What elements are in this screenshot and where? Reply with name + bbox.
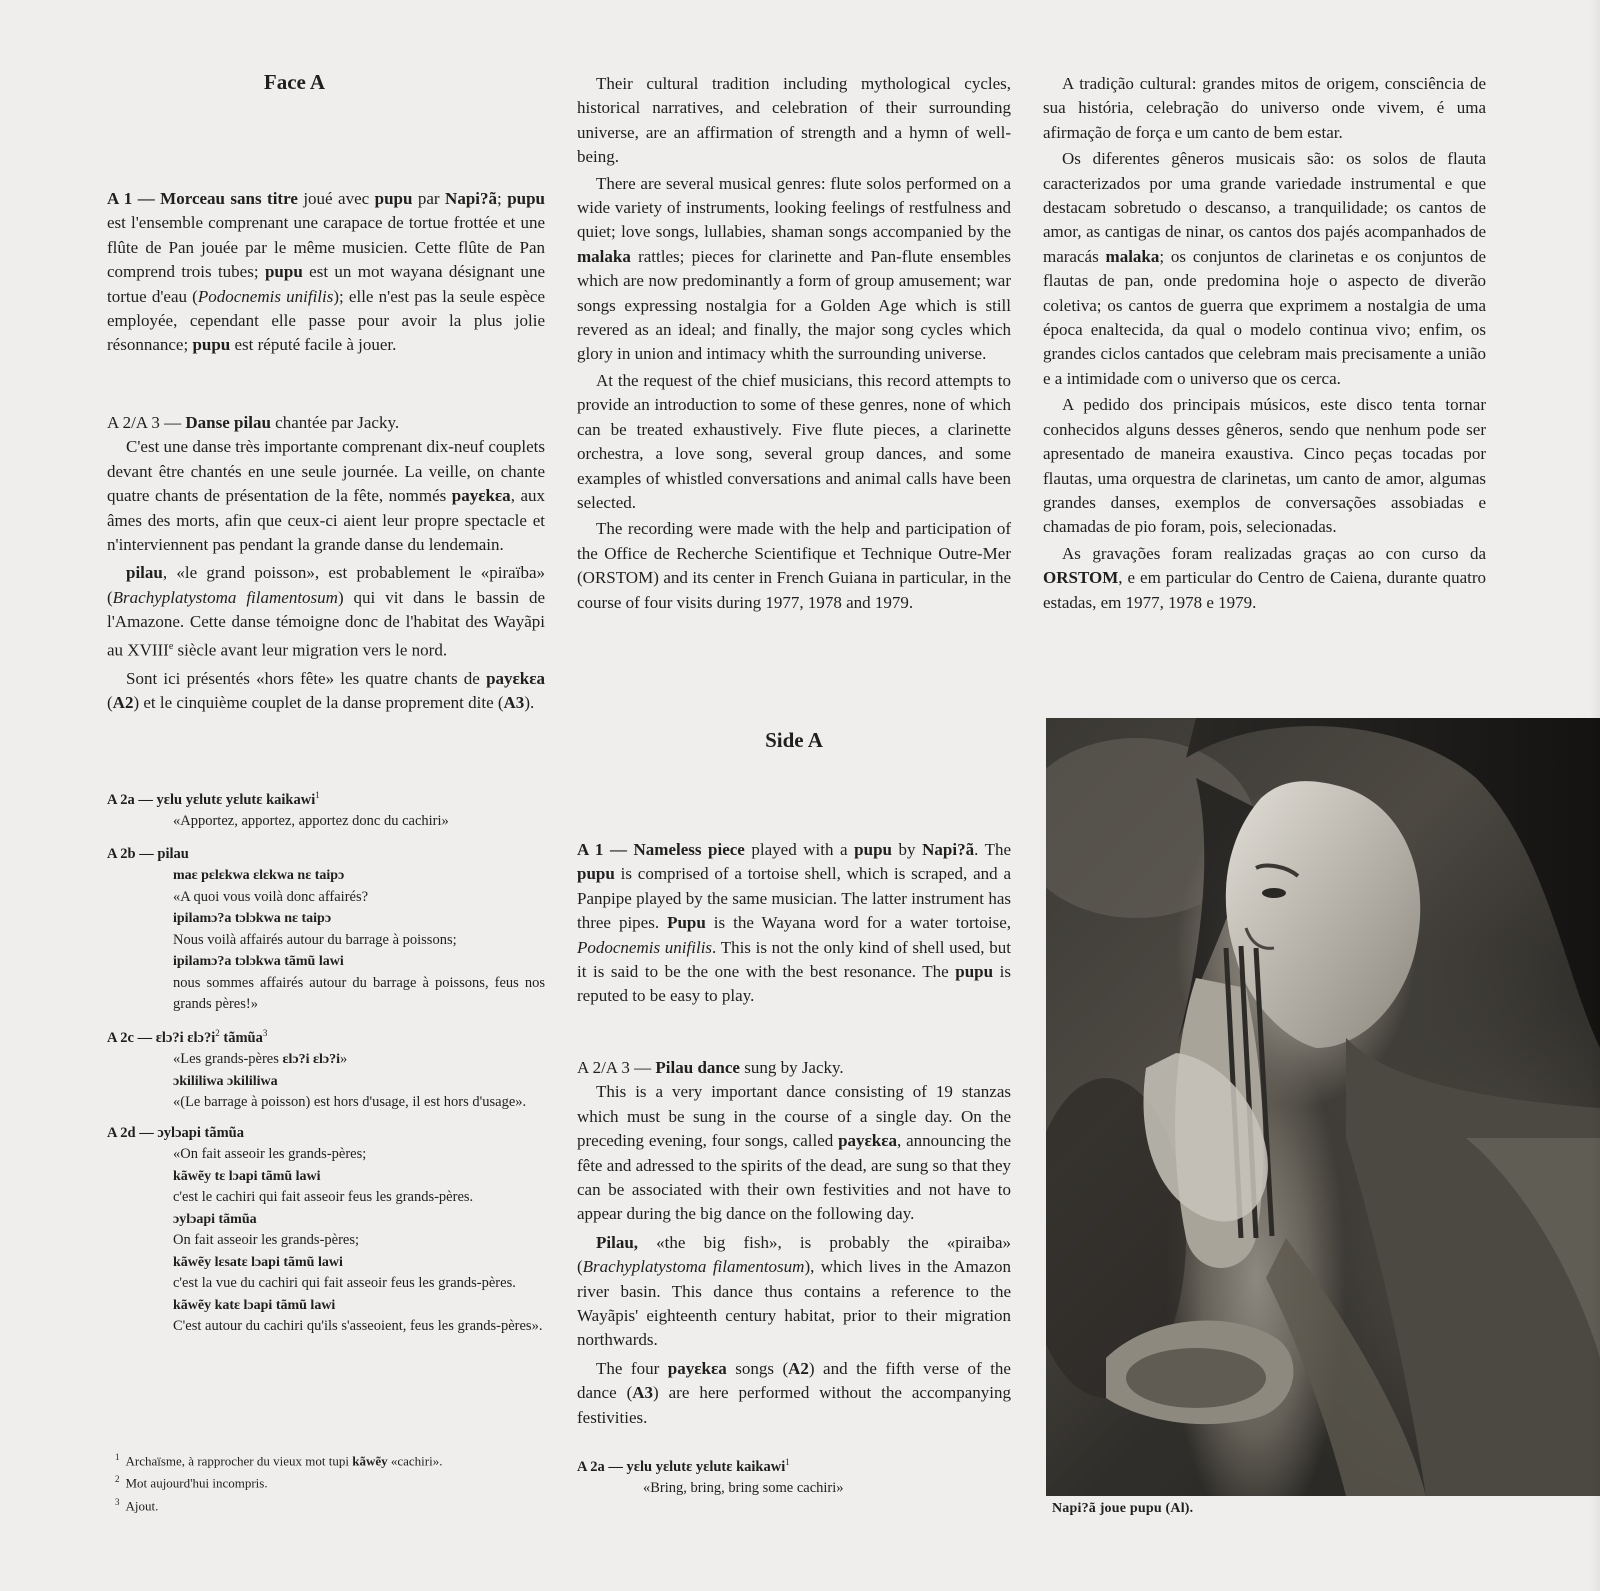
a23-section-fr xyxy=(107,411,545,716)
a1-paragraph-fr: A 1 — Morceau sans titre joué avec pupu par Napi?ã; pupu est l'ensemble comprenant une carapace de tortue frottée et une flûte de Pan jouée par le même musicien. Cette flûte de Pan comprend trois tubes; pupu est un mot wayana désignant une tortue d'eau (Podocnemis unifilis); elle n'est pas la seule espèce employée, cependant elle passe pour avoir la plus jolie résonnance; pupu est réputé facile à jouer. xyxy=(107,189,546,355)
page-edge-shadow xyxy=(1590,0,1600,1591)
intro-para1-pt: A tradição cultural: grandes mitos de origem, consciência de sua história, celebração do universo onde vivem, é uma afirmação de força e um canto de bem estar. xyxy=(1043,74,1486,142)
a23-para1-en: This is a very important dance consisting of 19 stanzas which must be sung in the course of a single day. On the preceding evening, four songs, called payɛkɛa, announcing the fête and adressed to the spirits of the dead, are sung so that they can be associated with their own festivities and not have to appear during the big dance on the following day. xyxy=(577,1082,1011,1224)
musician-photo xyxy=(1046,718,1600,1496)
a2b-title-fr: A 2b — pilau xyxy=(107,845,189,862)
a2d-line2-fr: c'est le cachiri qui fait asseoir feus les grands-pères. xyxy=(173,1189,474,1206)
a23-para2-en: Pilau, «the big fish», is probably the «piraiba» (Brachyplatystoma filamentosum), which lives in the Amazon river basin. This dance thus contains a reference to the Wayãpis' eighteenth century habitat, prior to their migration northwards. xyxy=(577,1232,1011,1350)
intro-para3-en: At the request of the chief musicians, this record attempts to provide an introduction to some of these genres, none of which can be treated exhaustively. Five flute pieces, a clarinette orchestra, a love song, several group dances, and some examples of whistled conversations and animal calls have been selected. xyxy=(577,370,1011,512)
photo-illustration xyxy=(1046,718,1600,1496)
a2d-title-fr: A 2d — ɔylɔapi tãmũa xyxy=(107,1124,244,1141)
a2b-line3: ipilamɔ?a tɔlɔkwa tãmũ lawi xyxy=(173,954,344,970)
a2d-line3-fr: On fait asseoir les grands-pères; xyxy=(173,1232,360,1249)
a2d-line2: kãwẽy tɛ lɔapi tãmũ lawi xyxy=(173,1168,321,1184)
intro-para2-en: There are several musical genres: flute solos performed on a wide variety of instruments, looking feelings of restfulness and quiet; love songs, lullabies, shaman songs accompanied by the malaka rattles; pieces for clarinette and Pan-flute ensembles which are now predominantly a form of group amusement; war songs expressing nostalgia for a Golden Age which is still revered as an ideal; and finally, the major song cycles which glory in union and intimacy whith the surrounding universe. xyxy=(577,173,1011,364)
intro-para4-pt: As gravações foram realizadas graças ao con curso da ORSTOM, e em particular do Centro de Caiena, durante quatro estadas, em 1977, 1978 e 1979. xyxy=(1043,543,1486,612)
footnote-2: $^2$ Mot aujourd'hui incompris. xyxy=(115,1474,268,1491)
side-a-heading: Side A xyxy=(765,728,823,752)
intro-para4-en: The recording were made with the help and participation of the Office de Recherche Scientifique et Technique Outre-Mer (ORSTOM) and its center in French Guiana in particular, in the course of four visits during 1977, 1978 and 1979. xyxy=(577,519,1011,612)
a23-para3-en: The four payɛkɛa songs (A2) and the fifth verse of the dance (A3) are here performed without the accompanying festivities. xyxy=(577,1358,1011,1427)
a23-para1-fr: C'est une danse très importante comprenant dix-neuf couplets devant être chantés en une seule journée. La veille, on chante quatre chants de présentation de la fête, nommés payɛkɛa, aux âmes des morts, afin que ceux-ci aient leur propre spectacle et n'interviennent pas pendant la grande danse du lendemain. xyxy=(107,437,545,555)
intro-para2-pt: Os diferentes gêneros musicais são: os solos de flauta caracterizados por uma grande variedade instrumental e que destacam sobretudo o descanso, a tranquilidade; os cantos de amor, as cantigas de ninar, os cantos dos pajés acompanhados de maracás malaka; os conjuntos de clarinetas e os conjuntos de flautas de pan, onde predomina hoje o aspecto de diverão coletiva; os cantos de guerra que exprimem a nostalgia de uma época enaltecida, da qual o modelo continua vivo; enfim, os grandes ciclos cantados que celebram mais precisamente a união e a intimidade com o universo que os cerca. xyxy=(1043,149,1487,388)
a2d-line3: ɔylɔapi tãmũa xyxy=(173,1211,257,1227)
a2d-translation-fr: «On fait asseoir les grands-pères; xyxy=(173,1146,367,1163)
intro-para3-pt: A pedido dos principais músicos, este disco tenta tornar conhecidos alguns desses gêneros, sendo que nenhum pode ser apresentado de maneira exaustiva. Cinco peças tocadas por flautas, uma orquestra de clarinetas, um canto de amor, algumas grandes danses, exemplos de conversações assobiadas e chamadas de pio foram, pois, selecionadas. xyxy=(1043,395,1486,537)
a23-para3-fr: Sont ici présentés «hors fête» les quatre chants de payɛkɛa (A2) et le cinquième couplet de la danse proprement dite (A3). xyxy=(107,668,545,713)
footnotes xyxy=(107,1448,545,1515)
intro-en xyxy=(577,72,1011,615)
song-list-fr xyxy=(107,785,545,1338)
a2a-title-fr: A 2a — yɛlu yɛlutɛ yɛlutɛ kaikawi$^1$ xyxy=(107,790,320,808)
intro-pt xyxy=(1043,72,1486,615)
a2a-translation-en: «Bring, bring, bring some cachiri» xyxy=(643,1480,844,1497)
a2b-line3-fr: nous sommes affairés autour du barrage à poissons, feus nos grands pères!» xyxy=(173,974,545,1013)
a23-lead-fr: A 2/A 3 — Danse pilau chantée par Jacky. xyxy=(107,413,400,432)
a2d-line4: kãwẽy lɛsatɛ lɔapi tãmũ lawi xyxy=(173,1254,343,1270)
a2a-en xyxy=(577,1452,1011,1500)
footnote-3: $^3$ Ajout. xyxy=(115,1496,159,1513)
a2c-title-fr: A 2c — ɛlɔ?i $ɛlɔ?i^2$ tãmũa$^3$ xyxy=(107,1027,268,1046)
a2a-translation-fr: «Apportez, apportez, apportez donc du cachiri» xyxy=(173,813,449,830)
a2d-line5-fr: C'est autour du cachiri qu'ils s'asseoient, feus les grands-pères». xyxy=(173,1318,543,1335)
a2b-line1: maɛ pɛlɛkwa ɛlɛkwa nɛ taipɔ xyxy=(173,868,345,884)
a23-lead-en: A 2/A 3 — Pilau dance sung by Jacky. xyxy=(577,1058,844,1077)
a1-paragraph-en: A 1 — Nameless piece played with a pupu by Napi?ã. The pupu is comprised of a tortoise shell, which is scraped, and a Panpipe played by the same musician. The latter instrument has three pipes. Pupu is the Wayana word for a water tortoise, Podocnemis unifilis. This is not the only kind of shell used, but it is said to be the one with the best resonance. The pupu is reputed to be easy to play. xyxy=(577,840,1012,1006)
a2c-line2-fr: «(Le barrage à poisson) est hors d'usage, il est hors d'usage». xyxy=(173,1094,527,1111)
a2a-title-en: A 2a — yɛlu yɛlutɛ yɛlutɛ kaikawi$^1$ xyxy=(577,1457,790,1475)
footnote-1: $^1$ Archaïsme, à rapprocher du vieux mot tupi kãwẽy «cachiri». xyxy=(115,1452,443,1469)
face-a-heading: Face A xyxy=(263,70,326,94)
a2d-line4-fr: c'est la vue du cachiri qui fait asseoir feus les grands-pères. xyxy=(173,1275,516,1292)
a2b-line2-fr: Nous voilà affairés autour du barrage à poissons; xyxy=(173,931,457,948)
a2b-line2: ipilamɔ?a tɔlɔkwa nɛ taipɔ xyxy=(173,911,332,927)
intro-para1-en: Their cultural tradition including mythological cycles, historical narratives, and celebration of their surrounding universe, are an affirmation of strength and a hymn of well-being. xyxy=(577,74,1011,167)
a2c-translation-fr: «Les grands-pères ɛlɔ?i ɛlɔ?i» xyxy=(173,1051,348,1068)
a2c-line2: ɔkililiwa ɔkililiwa xyxy=(173,1073,278,1089)
a2d-line5: kãwẽy katɛ lɔapi tãmũ lawi xyxy=(173,1297,336,1313)
a23-section-en xyxy=(577,1056,1011,1430)
a23-para2-fr: pilau, «le grand poisson», est probablement le «piraïba» (Brachyplatystoma filamentosum) qui vit dans le bassin de l'Amazone. Cette danse témoigne donc de l'habitat des Wayãpi au XVIIIe siècle avant leur migration vers le nord. xyxy=(107,563,545,660)
a2b-line1-fr: «A quoi vous voilà donc affairés? xyxy=(173,888,369,905)
photo-caption: Napi?ã joue pupu (Al). xyxy=(1052,1501,1194,1516)
